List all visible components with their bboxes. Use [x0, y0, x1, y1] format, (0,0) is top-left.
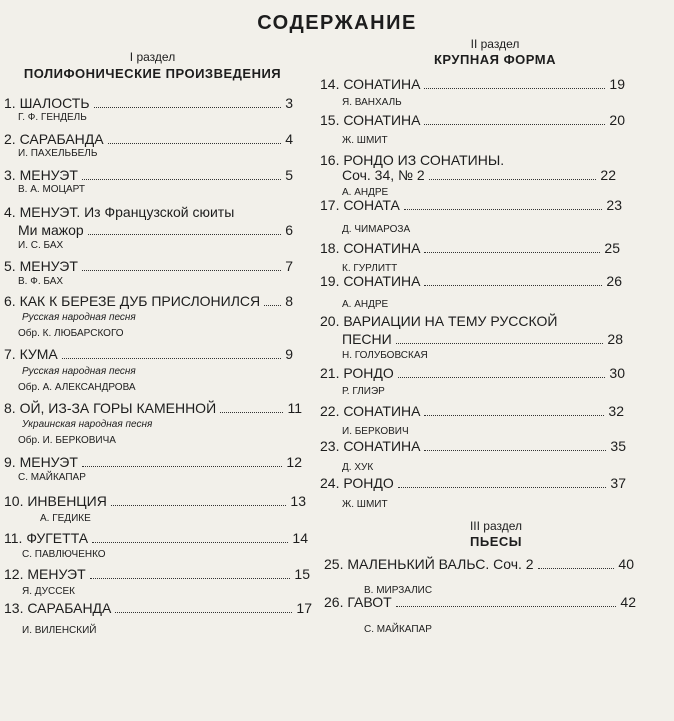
toc-entry-10[interactable]	[4, 493, 306, 509]
entry-composer: Ж. ШМИТ	[342, 135, 388, 146]
leader-dots	[538, 568, 615, 569]
leader-dots	[115, 612, 292, 613]
entry-composer: И. БЕРКОВИЧ	[342, 426, 409, 437]
entry-page: 30	[609, 365, 625, 381]
entry-title: 25. МАЛЕНЬКИЙ ВАЛЬС. Соч. 2	[324, 556, 534, 572]
entry-composer: Д. ХУК	[342, 462, 374, 473]
entry-title: 14. СОНАТИНА	[320, 76, 421, 92]
entry-composer: Я. ДУССЕК	[22, 586, 75, 597]
entry-page: 22	[600, 167, 616, 183]
entry-composer: Обр. А. АЛЕКСАНДРОВА	[18, 382, 136, 393]
entry-title: 17. СОНАТА	[320, 197, 400, 213]
entry-page: 9	[285, 346, 293, 362]
entry-page: 6	[285, 222, 293, 238]
toc-entry-5[interactable]	[4, 258, 293, 274]
entry-title: 1. ШАЛОСТЬ	[4, 95, 90, 111]
entry-page: 19	[609, 76, 625, 92]
toc-entry-20[interactable]	[320, 313, 590, 329]
entry-composer: А. ГЕДИКЕ	[40, 513, 91, 524]
leader-dots	[424, 450, 606, 451]
section-1-name: ПОЛИФОНИЧЕСКИЕ ПРОИЗВЕДЕНИЯ	[23, 66, 282, 81]
entry-title: 16. РОНДО ИЗ СОНАТИНЫ.	[320, 152, 505, 168]
toc-entry-16-continued[interactable]	[342, 167, 616, 183]
toc-entry-4-continued[interactable]	[18, 222, 293, 238]
entry-title-continued: Ми мажор	[18, 222, 84, 238]
leader-dots	[396, 343, 604, 344]
entry-composer: Н. ГОЛУБОВСКАЯ	[342, 350, 428, 361]
entry-title: 8. ОЙ, ИЗ-ЗА ГОРЫ КАМЕННОЙ	[4, 400, 217, 416]
entry-composer: И. ПАХЕЛЬБЕЛЬ	[18, 148, 98, 159]
toc-entry-20-continued[interactable]	[342, 331, 623, 347]
toc-entry-18[interactable]	[320, 240, 620, 256]
entry-page: 20	[609, 112, 625, 128]
entry-title: 24. РОНДО	[320, 475, 394, 491]
entry-genre: Русская народная песня	[22, 312, 136, 323]
leader-dots	[82, 270, 281, 271]
entry-page: 8	[285, 293, 293, 309]
toc-entry-22[interactable]	[320, 403, 624, 419]
entry-page: 28	[607, 331, 623, 347]
toc-entry-1[interactable]	[4, 95, 293, 111]
entry-composer: В. А. МОЦАРТ	[18, 184, 85, 195]
entry-composer: С. МАЙКАПАР	[18, 472, 86, 483]
entry-title: 26. ГАВОТ	[324, 594, 392, 610]
leader-dots	[111, 505, 287, 506]
toc-entry-12[interactable]	[4, 566, 310, 582]
leader-dots	[398, 377, 606, 378]
entry-page: 5	[285, 167, 293, 183]
entry-page: 15	[294, 566, 310, 582]
leader-dots	[424, 252, 600, 253]
entry-title: 13. САРАБАНДА	[4, 600, 112, 616]
section-3-label: III раздел	[469, 519, 523, 533]
entry-composer: К. ГУРЛИТТ	[342, 263, 398, 274]
entry-page: 37	[610, 475, 626, 491]
entry-title: 15. СОНАТИНА	[320, 112, 421, 128]
toc-entry-21[interactable]	[320, 365, 625, 381]
entry-composer: Обр. К. ЛЮБАРСКОГО	[18, 328, 124, 339]
section-2-name: КРУПНАЯ ФОРМА	[433, 52, 557, 67]
toc-entry-14[interactable]	[320, 76, 625, 92]
entry-page: 7	[285, 258, 293, 274]
toc-entry-8[interactable]	[4, 400, 302, 416]
entry-title: 23. СОНАТИНА	[320, 438, 421, 454]
section-1-label: I раздел	[129, 50, 176, 64]
entry-title: 3. МЕНУЭТ	[4, 167, 78, 183]
section-2-label: II раздел	[470, 37, 520, 51]
section-3-name: ПЬЕСЫ	[470, 534, 522, 549]
page-title: СОДЕРЖАНИЕ	[257, 12, 417, 34]
entry-page: 13	[290, 493, 306, 509]
entry-title: 22. СОНАТИНА	[320, 403, 421, 419]
entry-title: 11. ФУГЕТТА	[4, 530, 89, 546]
toc-entry-15[interactable]	[320, 112, 625, 128]
entry-page: 4	[285, 131, 293, 147]
entry-composer: Ж. ШМИТ	[342, 499, 388, 510]
entry-composer: В. МИРЗАЛИС	[364, 585, 433, 596]
leader-dots	[220, 412, 283, 413]
entry-title: 4. МЕНУЭТ. Из Французской сюиты	[4, 204, 235, 220]
leader-dots	[398, 487, 607, 488]
toc-entry-4[interactable]	[4, 204, 244, 220]
leader-dots	[82, 179, 281, 180]
entry-title: 9. МЕНУЭТ	[4, 454, 78, 470]
entry-composer: И. ВИЛЕНСКИЙ	[22, 625, 97, 636]
entry-page: 17	[296, 600, 312, 616]
leader-dots	[424, 88, 605, 89]
leader-dots	[404, 209, 603, 210]
leader-dots	[264, 305, 281, 306]
leader-dots	[62, 358, 281, 359]
leader-dots	[82, 466, 283, 467]
entry-page: 32	[608, 403, 624, 419]
leader-dots	[92, 542, 288, 543]
entry-composer: Г. Ф. ГЕНДЕЛЬ	[18, 112, 87, 123]
entry-title: 7. КУМА	[4, 346, 58, 362]
leader-dots	[94, 107, 282, 108]
entry-title: 2. САРАБАНДА	[4, 131, 104, 147]
entry-composer: А. АНДРЕ	[342, 187, 389, 198]
entry-composer: А. АНДРЕ	[342, 299, 389, 310]
entry-page: 23	[606, 197, 622, 213]
entry-page: 14	[292, 530, 308, 546]
entry-genre: Русская народная песня	[22, 366, 136, 377]
entry-composer: В. Ф. БАХ	[18, 276, 64, 287]
toc-entry-9[interactable]	[4, 454, 302, 470]
entry-composer: С. ПАВЛЮЧЕНКО	[22, 549, 106, 560]
toc-entry-2[interactable]	[4, 131, 293, 147]
entry-page: 12	[286, 454, 302, 470]
entry-page: 3	[285, 95, 293, 111]
toc-entry-3[interactable]	[4, 167, 293, 183]
toc-entry-23[interactable]	[320, 438, 626, 454]
entry-page: 35	[610, 438, 626, 454]
entry-composer: С. МАЙКАПАР	[364, 624, 432, 635]
entry-title: 5. МЕНУЭТ	[4, 258, 78, 274]
leader-dots	[88, 234, 281, 235]
entry-composer: Обр. И. БЕРКОВИЧА	[18, 435, 116, 446]
entry-title: 12. МЕНУЭТ	[4, 566, 86, 582]
leader-dots	[424, 124, 605, 125]
leader-dots	[429, 179, 597, 180]
entry-title: 20. ВАРИАЦИИ НА ТЕМУ РУССКОЙ	[320, 313, 558, 329]
entry-page: 40	[618, 556, 634, 572]
leader-dots	[108, 143, 282, 144]
entry-composer: Д. ЧИМАРОЗА	[342, 224, 411, 235]
entry-composer: И. С. БАХ	[18, 240, 64, 251]
toc-entry-16[interactable]	[320, 152, 540, 168]
entry-page: 25	[604, 240, 620, 256]
entry-composer: Р. ГЛИЭР	[342, 386, 385, 397]
toc-entry-7[interactable]	[4, 346, 293, 362]
entry-title: 19. СОНАТИНА	[320, 273, 421, 289]
toc-entry-17[interactable]	[320, 197, 622, 213]
entry-title: 21. РОНДО	[320, 365, 394, 381]
toc-entry-26[interactable]	[324, 594, 636, 610]
leader-dots	[90, 578, 291, 579]
leader-dots	[396, 606, 617, 607]
toc-entry-24[interactable]	[320, 475, 626, 491]
entry-composer: Я. ВАНХАЛЬ	[342, 97, 402, 108]
entry-title-continued: Соч. 34, № 2	[342, 167, 425, 183]
entry-genre: Украинская народная песня	[22, 419, 153, 430]
toc-entry-6[interactable]	[4, 293, 293, 309]
toc-entry-25[interactable]	[324, 556, 634, 572]
entry-title: 18. СОНАТИНА	[320, 240, 421, 256]
entry-title: 10. ИНВЕНЦИЯ	[4, 493, 107, 509]
leader-dots	[424, 285, 602, 286]
leader-dots	[424, 415, 604, 416]
toc-entry-13[interactable]	[4, 600, 312, 616]
entry-title: 6. КАК К БЕРЕЗЕ ДУБ ПРИСЛОНИЛСЯ	[4, 293, 261, 309]
entry-page: 11	[287, 400, 302, 416]
toc-entry-11[interactable]	[4, 530, 308, 546]
entry-title-continued: ПЕСНИ	[342, 331, 392, 347]
toc-entry-19[interactable]	[320, 273, 622, 289]
entry-page: 26	[606, 273, 622, 289]
entry-page: 42	[620, 594, 636, 610]
